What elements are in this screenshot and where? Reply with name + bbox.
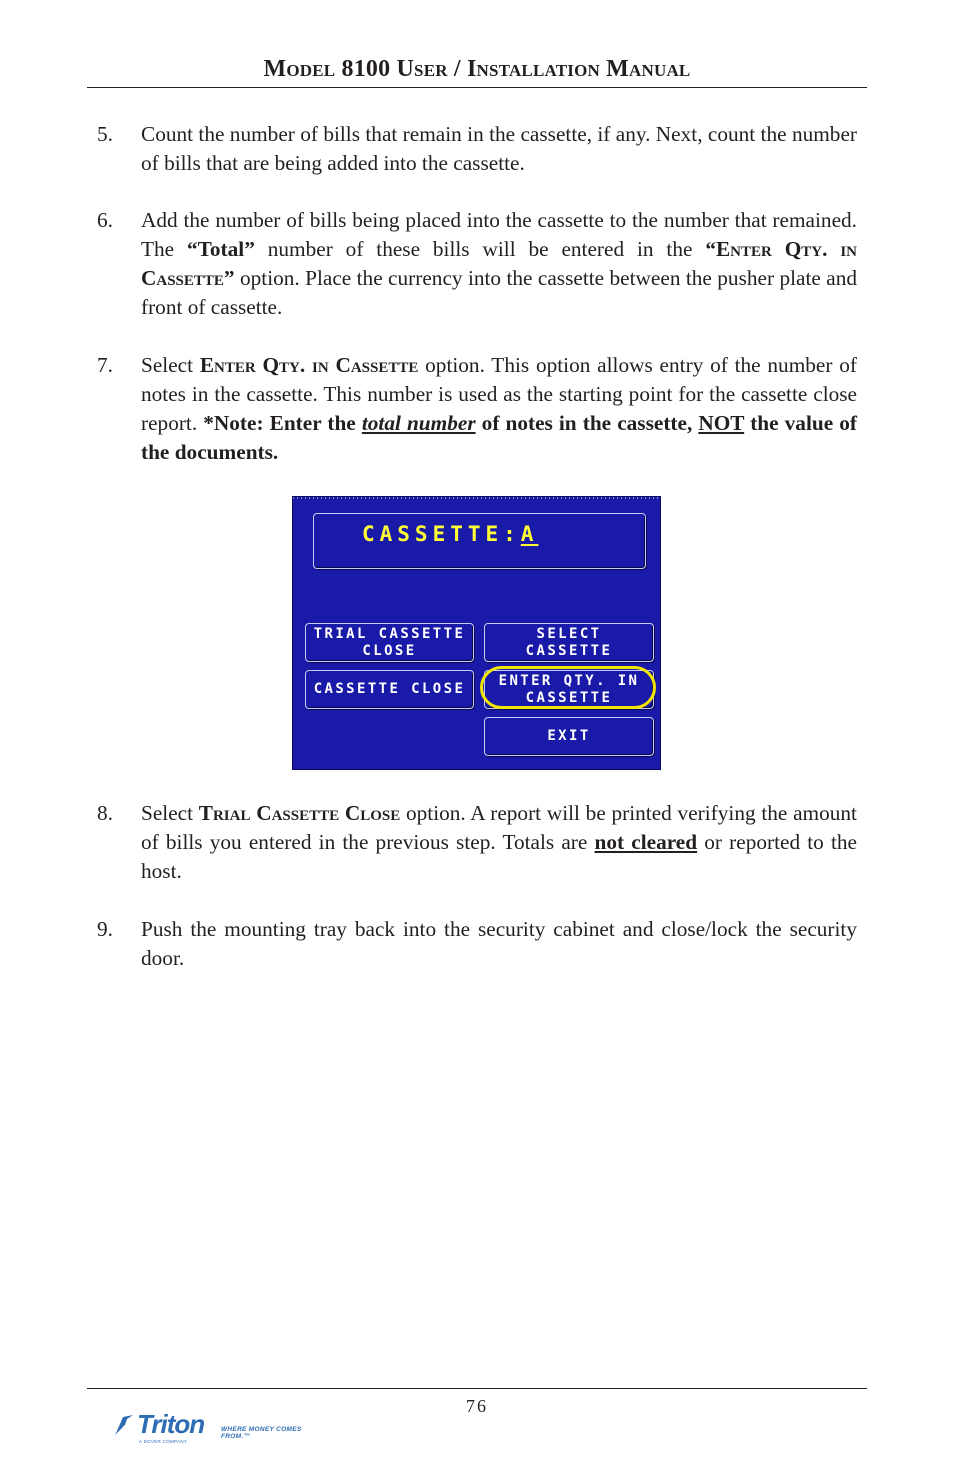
note-not: NOT xyxy=(698,411,745,435)
select-cassette-button[interactable]: SELECT CASSETTE xyxy=(484,623,654,662)
atm-screen xyxy=(292,496,661,770)
step-number: 8. xyxy=(97,801,113,825)
logo-sub: A DOVER COMPANY xyxy=(139,1439,188,1444)
note-emphasis: total number xyxy=(361,411,476,435)
page-header-title: Model 8100 User / Installation Manual xyxy=(263,56,691,82)
enter-qty-in-cassette-button[interactable]: ENTER QTY. IN CASSETTE xyxy=(484,670,654,709)
footer-rule xyxy=(87,1388,867,1389)
step-6 xyxy=(97,206,857,322)
step-5 xyxy=(97,120,857,178)
header-rule xyxy=(87,87,867,88)
page-number: 76 xyxy=(466,1396,488,1416)
option-name: Trial Cassette Close xyxy=(198,801,401,825)
step-text: Push the mounting tray back into the security cabinet and close/lock the security door. xyxy=(141,917,857,970)
step-text: Select Trial Cassette Close option. A report will be printed verifying the amount of bills you entered in the previous step. Totals are not cleared or reported to the host. xyxy=(141,801,857,883)
screen-title: CASSETTE:A xyxy=(313,513,646,569)
step-7 xyxy=(97,351,857,467)
option-name: “Enter Qty. in Cassette” xyxy=(141,237,858,290)
step-number: 5. xyxy=(97,122,113,146)
trial-cassette-close-button[interactable]: TRIAL CASSETTE CLOSE xyxy=(305,623,474,662)
option-name: Enter Qty. in Cassette xyxy=(199,353,419,377)
total-emphasis: “Total” xyxy=(187,237,255,261)
logo-brand: Triton xyxy=(137,1409,205,1439)
step-text: Count the number of bills that remain in the cassette, if any. Next, count the number of bills that are being added into the cassette. xyxy=(141,122,857,175)
cassette-close-button[interactable]: CASSETTE CLOSE xyxy=(305,670,474,709)
not-cleared-emphasis: not cleared xyxy=(594,830,698,854)
step-number: 9. xyxy=(97,917,113,941)
step-number: 7. xyxy=(97,353,113,377)
step-number: 6. xyxy=(97,208,113,232)
screen-dotline xyxy=(293,497,660,499)
note: *Note: Enter the total number of notes in the cassette, NOT the value of the documents. xyxy=(141,411,857,464)
triton-swoosh-icon xyxy=(113,1413,137,1437)
exit-button[interactable]: EXIT xyxy=(484,717,654,756)
step-text: Select Enter Qty. in Cassette option. This option allows entry of the number of notes in the cassette. This number is used as the starting point for the cassette close report. *Note: Enter the total number of notes in the cassette, NOT the value of the documents. xyxy=(141,353,857,464)
step-9 xyxy=(97,915,857,973)
triton-logo xyxy=(113,1409,323,1449)
logo-tagline: WHERE MONEY COMES FROM.™ xyxy=(221,1426,302,1440)
cassette-selected: A xyxy=(520,522,539,546)
step-text: Add the number of bills being placed into the cassette to the number that remained. The “Total” number of these bills will be entered in the “Enter Qty. in Cassette” option. Place the currency into the cassette between the pusher plate and front of cassette. xyxy=(141,208,858,319)
step-8 xyxy=(97,799,857,886)
